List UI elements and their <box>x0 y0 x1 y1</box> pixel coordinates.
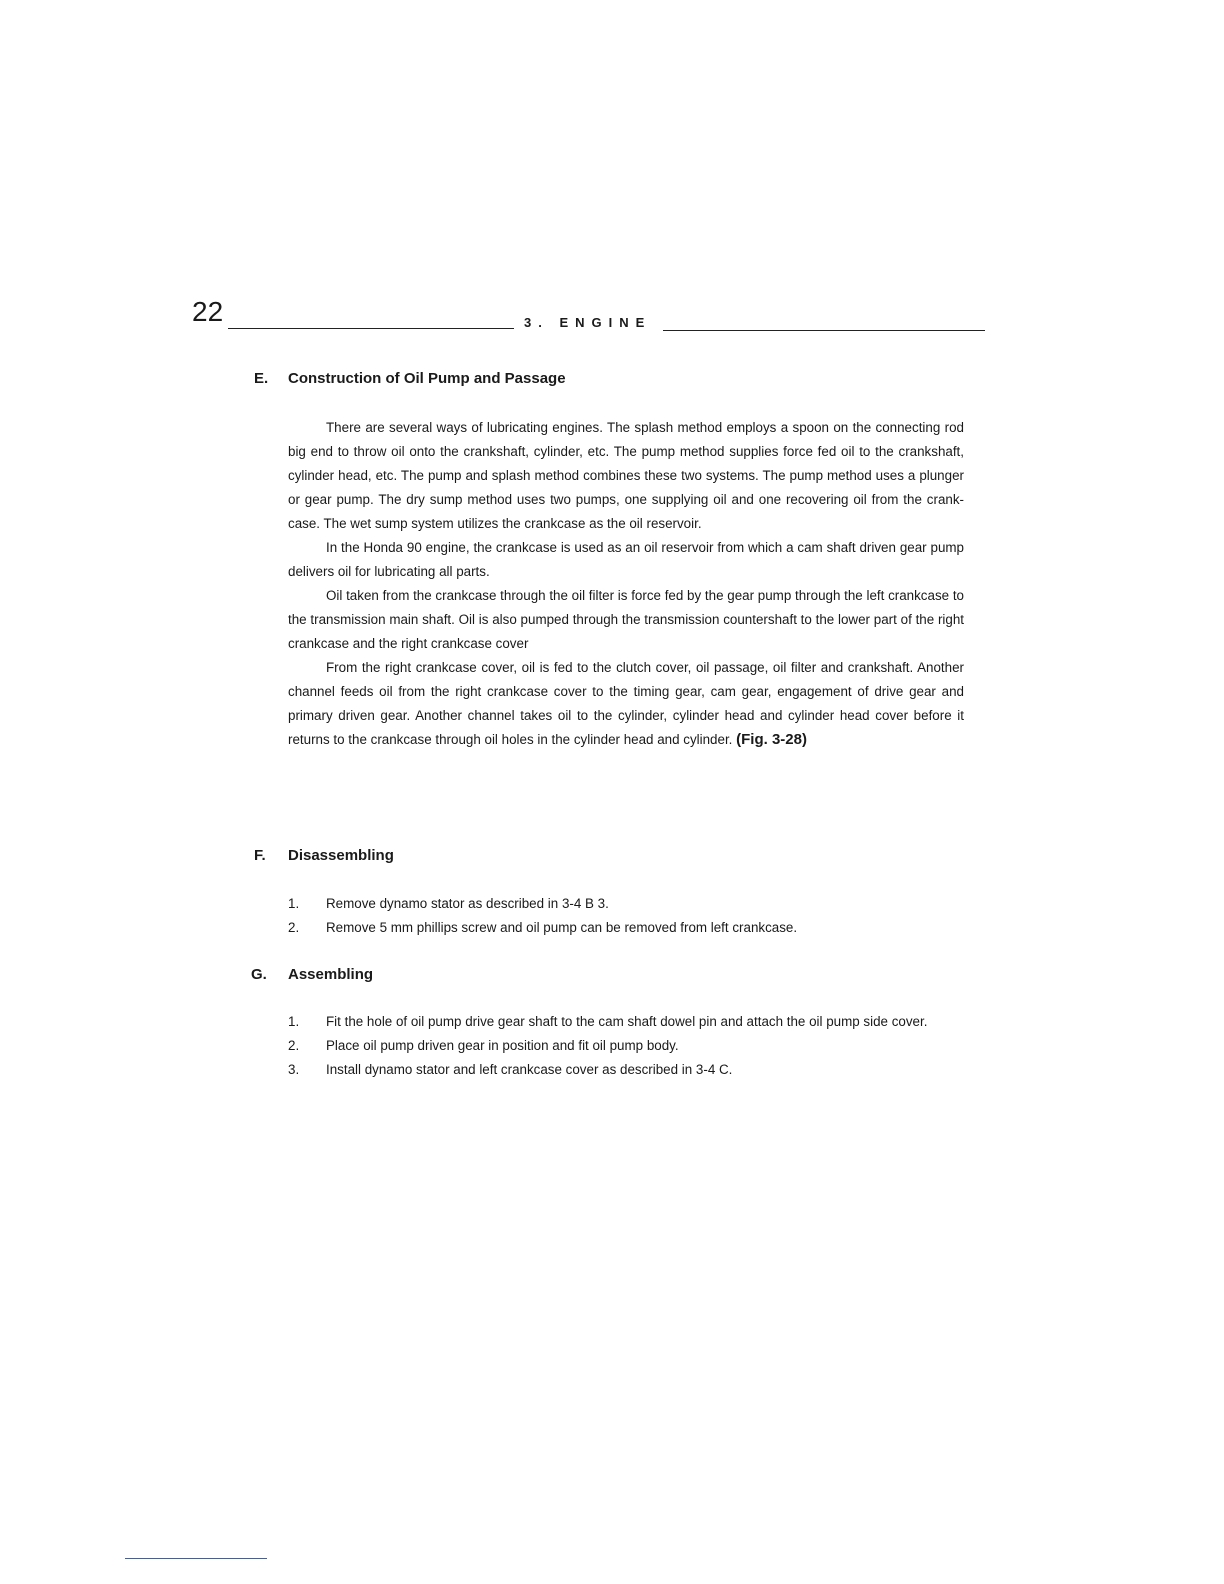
paragraph-3: Oil taken from the crankcase through the oil filter is force fed by the gear pump through the left crankcase to the transmission main shaft. Oil is also pumped through the transmission countershaft to the lower part of the right crankcase and the right crankcase cover <box>288 588 964 651</box>
figure-reference: (Fig. 3-28) <box>736 731 807 748</box>
step-text: Install dynamo stator and left crankcase cover as described in 3-4 C. <box>326 1062 733 1077</box>
step-text: Fit the hole of oil pump drive gear shaft to the cam shaft dowel pin and attach the oil pump side cover. <box>326 1014 928 1029</box>
section-f-heading <box>254 847 394 864</box>
section-e-heading <box>254 370 566 387</box>
list-item <box>288 1010 968 1034</box>
section-f-letter: F. <box>254 847 266 864</box>
list-item <box>288 892 968 916</box>
paragraph-4 <box>288 656 964 752</box>
disassembling-steps <box>288 892 968 940</box>
paragraph-2: In the Honda 90 engine, the crankcase is used as an oil reservoir from which a cam shaft driven gear pump delivers oil for lubricating all parts. <box>288 540 964 579</box>
paragraph-4-text: From the right crankcase cover, oil is fed to the clutch cover, oil passage, oil filter and crankshaft. Another channel feeds oil from the right crankcase cover to the timing gear, cam gear, engagement of drive gear and primary driven gear. Another channel takes oil to the cylinder, cylinder head and cylinder head cover before it returns to the crankcase through oil holes in the cylinder head and cylinder. <box>288 660 964 747</box>
section-e-title: Construction of Oil Pump and Passage <box>288 370 566 387</box>
step-number: 2. <box>288 1038 300 1053</box>
page-number: 22 <box>192 296 224 327</box>
section-g-letter: G. <box>251 966 267 983</box>
step-text: Place oil pump driven gear in position and fit oil pump body. <box>326 1038 679 1053</box>
step-text: Remove dynamo stator as described in 3-4 B 3. <box>326 896 609 911</box>
section-g-title: Assembling <box>288 966 374 983</box>
step-text: Remove 5 mm phillips screw and oil pump can be removed from left crankcase. <box>326 920 798 935</box>
header-rule-left <box>228 328 514 329</box>
paragraph-1: There are several ways of lubricating engines. The splash method employs a spoon on the connecting rod big end to throw oil onto the crankshaft, cylinder, etc. The pump method supplies force fed oil to the crankshaft, cylinder head, etc. The pump and splash method combines these two systems. The pump method uses a plunger or gear pump. The dry sump method uses two pumps, one supplying oil and one recovering oil from the crank-case. The wet sump system utilizes the crankcase as the oil reservoir. <box>288 420 964 531</box>
chapter-title: 3. ENGINE <box>524 315 652 330</box>
step-number: 1. <box>288 1014 300 1029</box>
header-rule-right <box>663 330 985 331</box>
list-item <box>288 916 968 940</box>
footer-rule <box>125 1558 267 1559</box>
step-number: 1. <box>288 896 300 911</box>
step-number: 2. <box>288 920 300 935</box>
section-e-body <box>288 416 964 752</box>
list-item <box>288 1034 968 1058</box>
assembling-steps <box>288 1010 968 1082</box>
list-item <box>288 1058 968 1082</box>
section-g-heading <box>251 966 373 983</box>
section-e-letter: E. <box>254 370 269 387</box>
section-f-title: Disassembling <box>288 847 394 864</box>
step-number: 3. <box>288 1062 300 1077</box>
